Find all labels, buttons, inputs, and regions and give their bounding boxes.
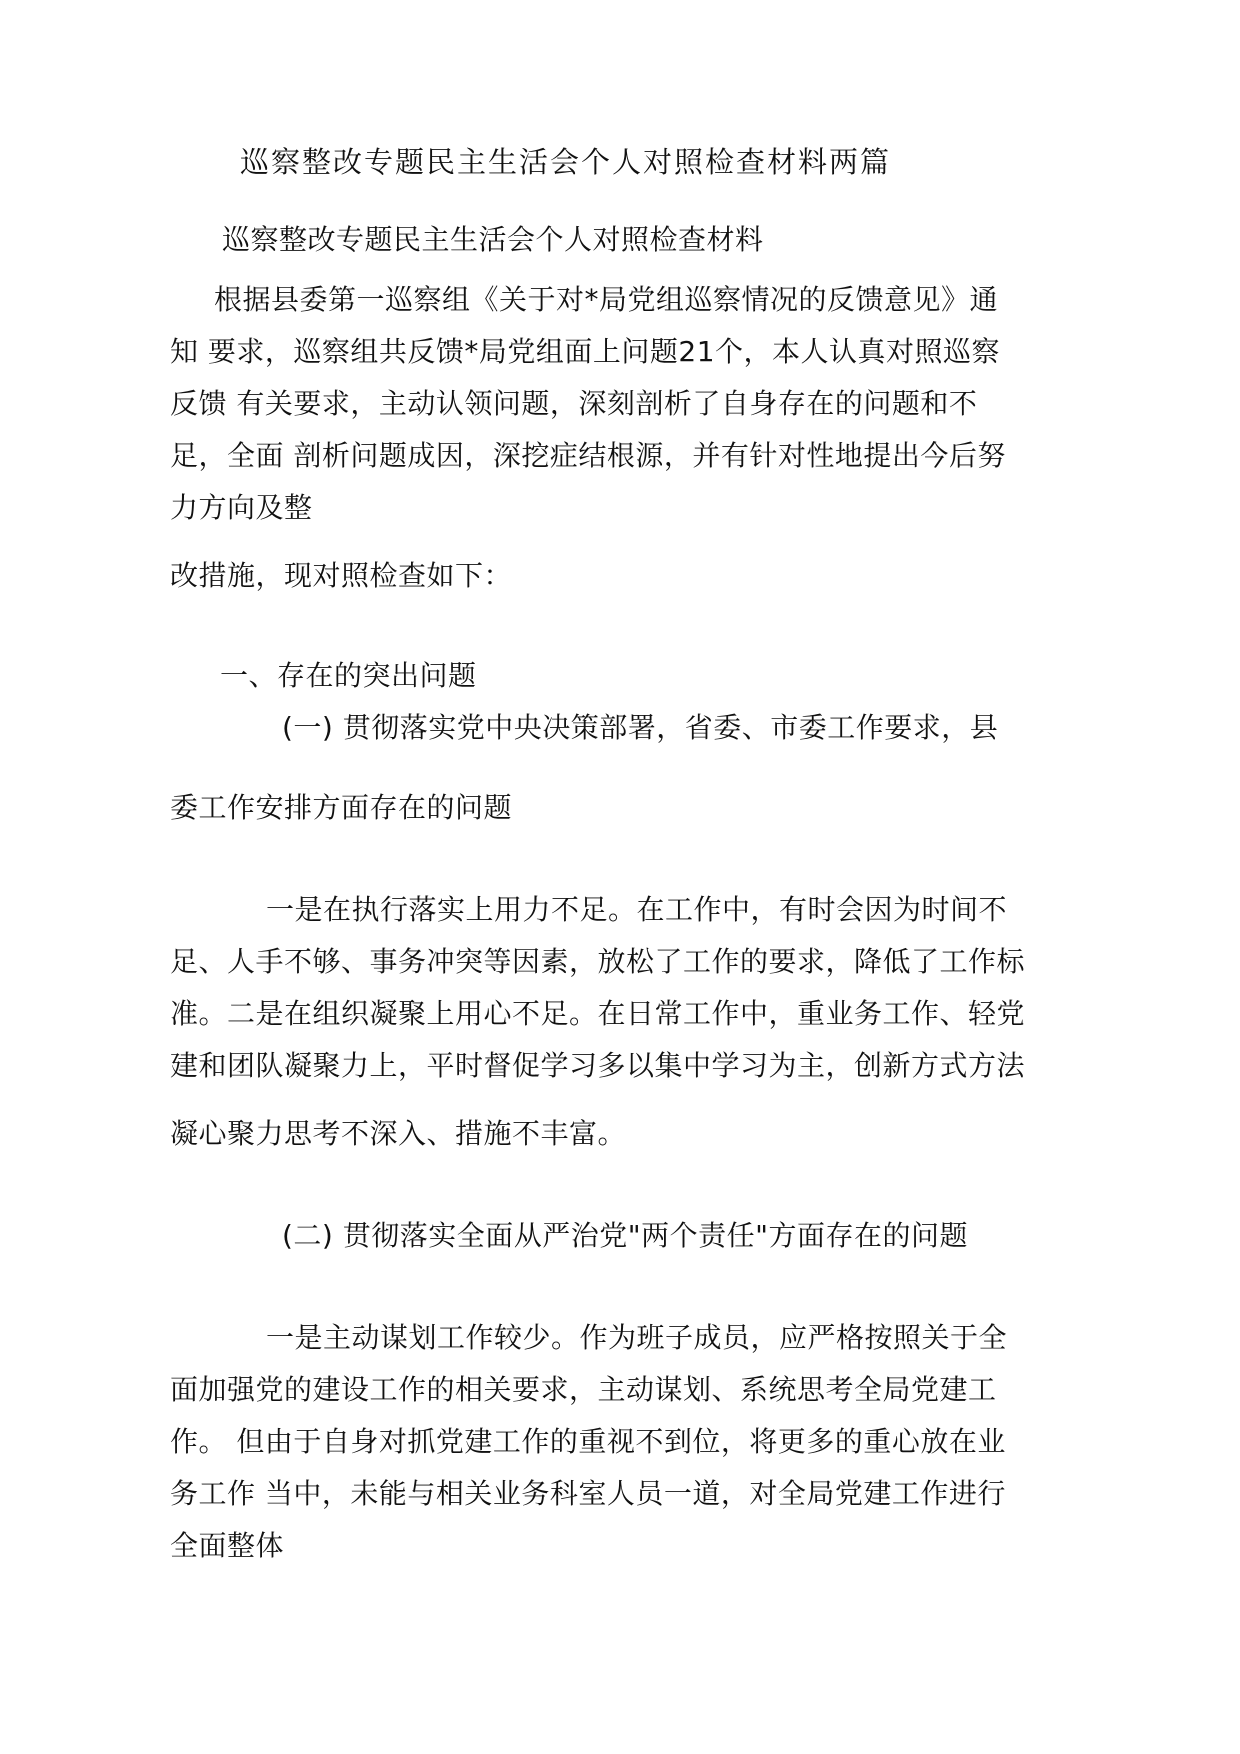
intro-line: 改措施，现对照检查如下： [170,559,513,592]
body-line: 一是在执行落实上用力不足。在工作中，有时会因为时间不 [266,893,1008,926]
subsection-heading: (一) 贯彻落实党中央决策部署，省委、市委工作要求，县 [282,711,999,744]
body-line: 足、人手不够、事务冲突等因素，放松了工作的要求，降低了工作标 [170,945,1026,978]
body-line: 全面整体 [170,1529,285,1562]
body-line: 一是主动谋划工作较少。作为班子成员，应严格按照关于全 [266,1321,1008,1354]
body-line: 务工作 当中，未能与相关业务科室人员一道，对全局党建工作进行 [170,1477,1006,1510]
body-line: 准。二是在组织凝聚上用心不足。在日常工作中，重业务工作、轻党 [170,997,1026,1030]
subsection-heading: (二) 贯彻落实全面从严治党"两个责任"方面存在的问题 [282,1219,969,1252]
intro-line: 根据县委第一巡察组《关于对*局党组巡察情况的反馈意见》通 [214,283,999,316]
intro-line: 力方向及整 [170,491,313,524]
document-title: 巡察整改专题民主生活会个人对照检查材料两篇 [240,145,892,179]
subsection-heading: 委工作安排方面存在的问题 [170,791,513,824]
body-line: 作。 但由于自身对抓党建工作的重视不到位，将更多的重心放在业 [170,1425,1006,1458]
section-heading: 一、存在的突出问题 [220,659,477,692]
body-line: 面加强党的建设工作的相关要求，主动谋划、系统思考全局党建工 [170,1373,997,1406]
document-subtitle: 巡察整改专题民主生活会个人对照检查材料 [222,223,764,256]
intro-line: 知 要求，巡察组共反馈*局党组面上问题21个，本人认真对照巡察 [170,335,1001,368]
intro-line: 反馈 有关要求，主动认领问题，深刻剖析了自身存在的问题和不 [170,387,978,420]
intro-line: 足，全面 剖析问题成因，深挖症结根源，并有针对性地提出今后努 [170,439,1006,472]
body-line: 凝心聚力思考不深入、措施不丰富。 [170,1117,627,1150]
body-line: 建和团队凝聚力上，平时督促学习多以集中学习为主，创新方式方法 [170,1049,1026,1082]
